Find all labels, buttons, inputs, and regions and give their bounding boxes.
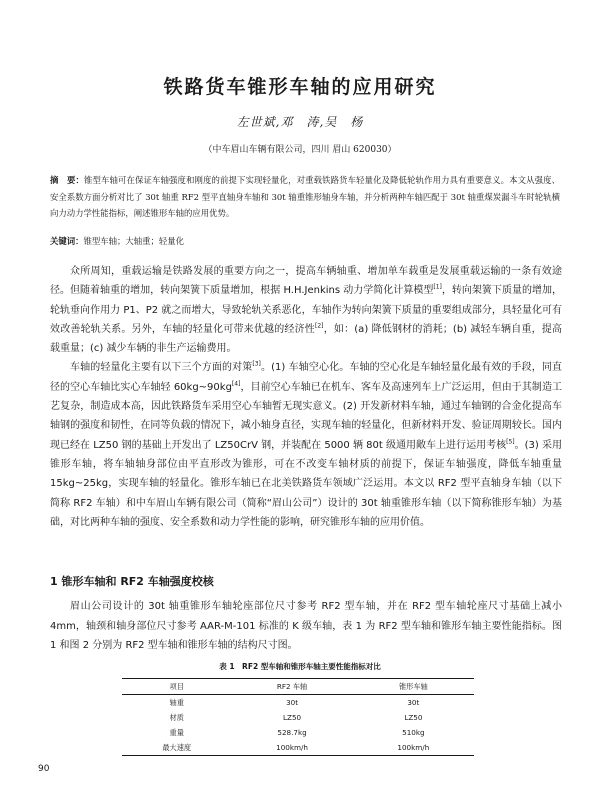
citation-ref: [2] — [315, 322, 324, 330]
intro-p2c-text: ，目前空心车轴已在机车、客车及高速列车上广泛运用，但由于其制造工艺复杂，制造成本高，因此铁路货车采用空心车轴暂无现实意义。(2) 开发新材料车轴，通过车轴钢的合金化提高车轴钢的强度和韧性，在同等负载的情况下，减小轴身直径，实现车轴的轻量化，但新材料开发、验证周期较长。国内现已经在 LZ50 钢的基础上开发出了 LZ50CrV 钢，并装配在 5000 辆 80t 级通用敞车上进行运用考核 — [50, 381, 562, 451]
table-cell: 528.7kg — [277, 728, 307, 737]
paper-title: 铁路货车锥形车轴的应用研究 — [163, 76, 437, 98]
table-row — [122, 725, 474, 740]
abstract — [50, 172, 560, 222]
table-cell: LZ50 — [283, 713, 302, 722]
section-1-heading: 1 锥形车轴和 RF2 车轴强度校核 — [50, 575, 214, 588]
citation-ref: [3] — [252, 361, 261, 369]
table-caption: 表 1 RF2 型车轴和锥形车轴主要性能指标对比 — [219, 662, 381, 671]
table-cell: 材质 — [169, 712, 184, 722]
affiliation: （中车眉山车辆有限公司，四川 眉山 620030） — [203, 145, 397, 155]
keywords-text: 锥型车轴；大轴重；轻量化 — [83, 236, 184, 246]
intro-p1-text: 众所周知，重载运输是铁路发展的重要方向之一，提高车辆轴重、增加单车载重是发展重载运输的一条有效途径。但随着轴重的增加，转向架簧下质量增加，根据 H.H.Jenkins 动力学简化计算模型 — [50, 266, 562, 297]
intro-p1c-text: ，如：(a) 降低钢材的消耗；(b) 减轻车辆自重，提高载重量；(c) 减少车辆的非生产运输费用。 — [50, 323, 562, 355]
authors: 左世斌,邓 涛,吴 杨 — [236, 115, 364, 129]
table-cell: 最大速度 — [162, 742, 192, 752]
table-cell: 重量 — [169, 727, 184, 737]
abstract-text: 锥型车轴可在保证车轴强度和刚度的前提下实现轻量化，对重载铁路货车轻量化及降低轮轨作用力具有重要意义。本文从强度、安全系数方面分析对比了 30t 轴重 RF2 型平直轴身车轴和 30t 轴重锥形轴身车轴，并分析两种车轴匹配于 30t 轴重煤炭漏斗车时轮轨横向力动力学性能指标，阐述锥形车轴的应用优势。 — [50, 175, 561, 218]
table-cell: 100km/h — [276, 743, 308, 752]
performance-table — [122, 678, 474, 756]
table-cell: 30t — [407, 698, 420, 707]
table-header-row — [122, 679, 474, 695]
intro-paragraph-2 — [50, 358, 562, 532]
table-cell: 轴重 — [169, 697, 184, 707]
citation-ref: [1] — [433, 283, 442, 291]
page-number: 90 — [38, 764, 50, 774]
table-row — [122, 710, 474, 725]
section-1-paragraph: 眉山公司设计的 30t 轴重锥形车轴轮座部位尺寸参考 RF2 型车轴，并在 RF2 型车轴轮座尺寸基础上减小 4mm，轴颈和轴身部位尺寸参考 AAR-M-101 标准的 K 级车轴，表 1 为 RF2 型车轴和锥形车轴主要性能指标。图 1 和图 2 分别为 RF2 型车轴和锥形车轴的结构尺寸图。 — [50, 601, 562, 651]
introduction — [50, 262, 562, 532]
citation-ref: [4] — [231, 380, 241, 388]
table-cell: 30t — [286, 698, 299, 707]
table-header: 锥形车轴 — [398, 681, 428, 691]
keywords-label: 关键词： — [50, 236, 84, 246]
table-cell: LZ50 — [404, 713, 423, 722]
table-header: 项目 — [169, 681, 184, 691]
section-1-body — [50, 597, 562, 656]
table-header: RF2 车轴 — [276, 681, 308, 691]
table-cell: 510kg — [402, 728, 425, 737]
intro-p1b-text: ，转向架簧下质量的增加，轮轨垂向作用力 P1、P2 就之而增大，导致轮轨关系恶化，车轴作为转向架簧下质量的重要组成部分，具轻量化可有效改善轮轨关系。另外，车轴的轻量化可带来优越的经济性 — [50, 285, 562, 335]
table-cell: 100km/h — [397, 743, 430, 752]
abstract-label: 摘 要： — [50, 175, 85, 185]
intro-paragraph-1 — [50, 262, 562, 358]
intro-p2d-text: 。(3) 采用锥形车轴，将车轴轴身部位由平直形改为锥形，可在不改变车轴材质的前提下，保证车轴强度，降低车轴重量 15kg~25kg，实现车轴的轻量化。锥形车轴已在北美铁路货车领域广泛运用。本文以 RF2 型平直轴身车轴（以下简称 RF2 车轴）和中车眉山车辆有限公司（简称“眉山公司”）设计的 30t 轴重锥形车轴（以下简称锥形车轴）为基础，对比两种车轴的强度、安全系数和动力学性能的影响，研究锥形车轴的应用价值。 — [50, 439, 562, 528]
table-row — [122, 740, 474, 756]
intro-p2a-text: 车轴的轻量化主要有以下三个方面的对策 — [70, 362, 253, 374]
table-row — [122, 695, 474, 711]
keywords — [50, 235, 560, 247]
intro-p2b-text: 。(1) 车轴空心化。车轴的空心化是车轴轻量化最有效的手段，同直径的空心车轴比实心车轴轻 60kg~90kg — [50, 362, 563, 393]
citation-ref: [5] — [506, 438, 515, 446]
